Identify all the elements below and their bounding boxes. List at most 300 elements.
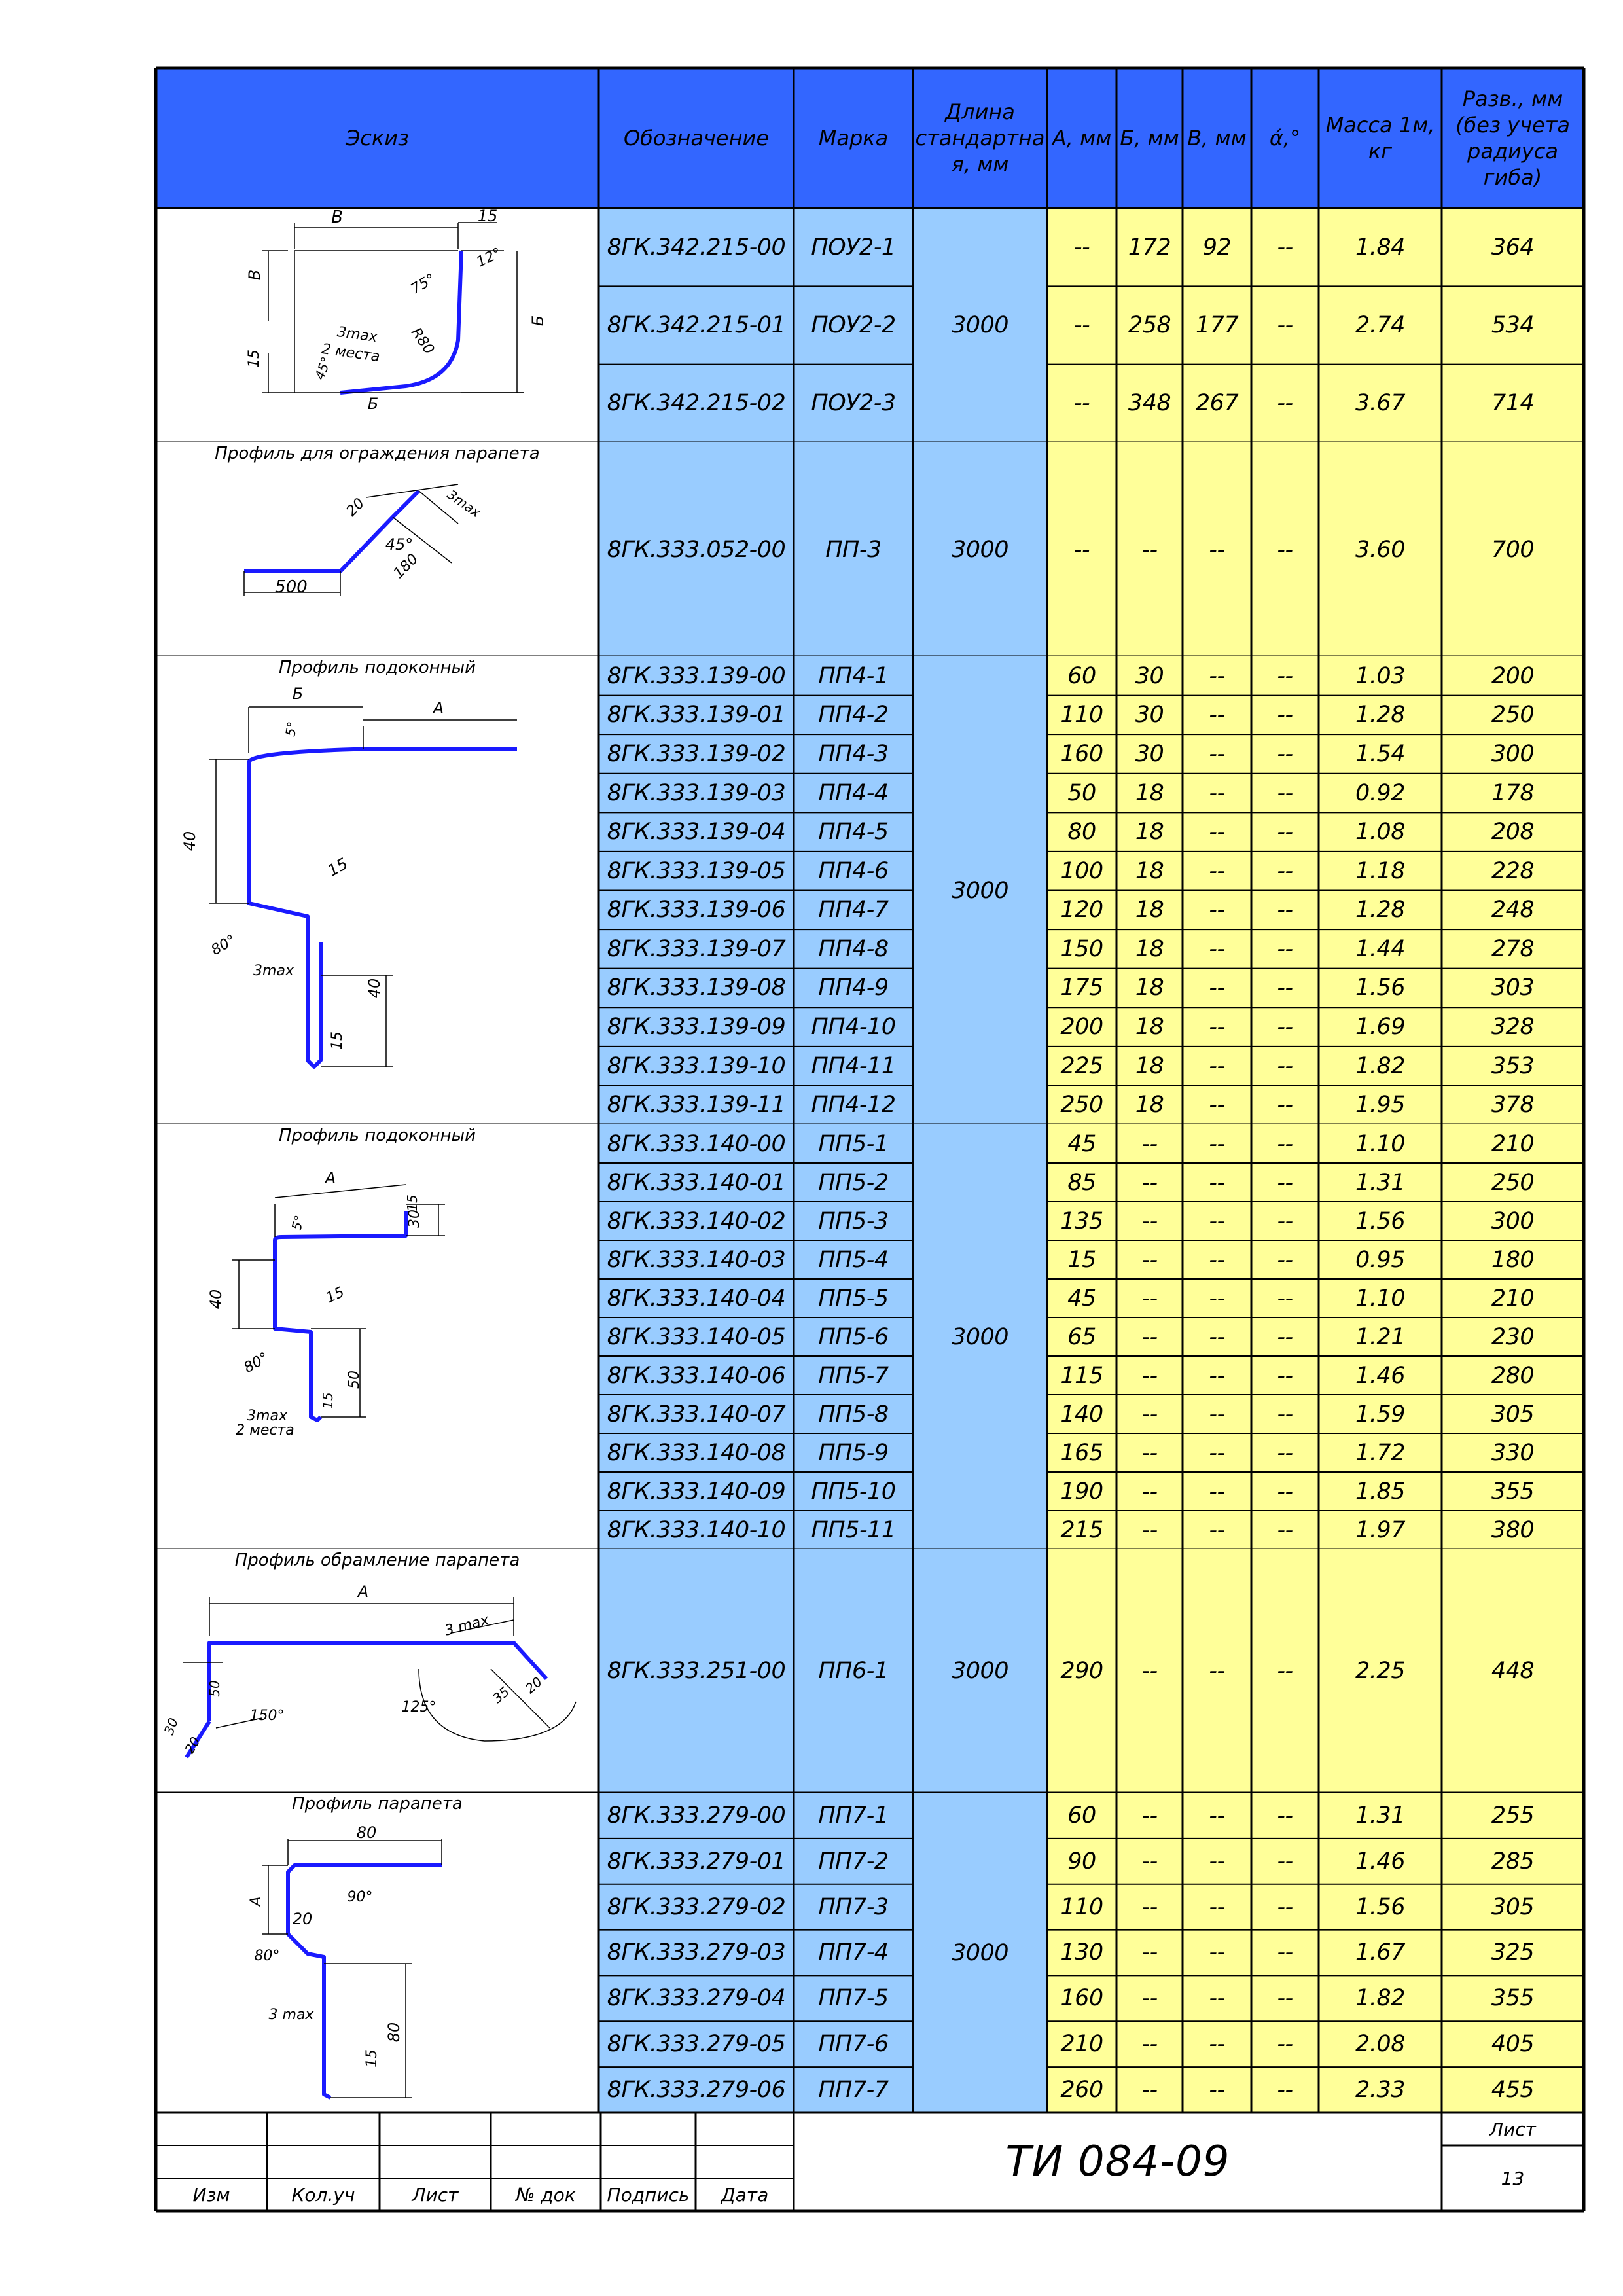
- dimension-label: 90°: [347, 1889, 373, 1905]
- angle-cell: --: [1277, 1439, 1293, 1466]
- stamp-label: Лист: [412, 2183, 459, 2206]
- dimension-label: 15: [364, 2049, 380, 2068]
- designation-cell: 8ГК.333.140-04: [607, 1285, 786, 1312]
- mass-cell: 1.28: [1355, 702, 1405, 728]
- designation-cell: 8ГК.333.139-03: [607, 780, 786, 806]
- document-code: ТИ 084-09: [1005, 2138, 1230, 2186]
- mark-cell: ПП5-9: [818, 1439, 889, 1466]
- a-cell: 115: [1060, 1362, 1103, 1389]
- mark-cell: ПП4-10: [811, 1014, 896, 1041]
- dimension-label: 20: [292, 1910, 313, 1928]
- designation-cell: 8ГК.333.140-01: [607, 1169, 786, 1196]
- length-cell: 3000: [951, 1939, 1009, 1966]
- v-cell: --: [1209, 1802, 1225, 1829]
- angle-cell: --: [1277, 2031, 1293, 2058]
- b-cell: 18: [1135, 1014, 1164, 1041]
- designation-cell: 8ГК.333.279-05: [607, 2031, 786, 2058]
- mark-cell: ПП7-4: [818, 1939, 889, 1966]
- razv-cell: 405: [1491, 2031, 1535, 2058]
- v-cell: --: [1209, 1130, 1225, 1157]
- a-cell: 45: [1067, 1130, 1096, 1157]
- mass-cell: 1.18: [1355, 857, 1405, 884]
- dimension-label: В: [245, 269, 264, 281]
- mass-cell: 1.56: [1355, 975, 1405, 1001]
- mark-cell: ПП4-5: [818, 819, 889, 846]
- v-cell: --: [1209, 1169, 1225, 1196]
- designation-cell: 8ГК.333.139-10: [607, 1052, 786, 1079]
- mass-cell: 1.82: [1355, 1985, 1405, 2012]
- dimension-label: 15: [246, 350, 262, 368]
- angle-cell: --: [1277, 1014, 1293, 1041]
- v-cell: --: [1209, 1985, 1225, 2012]
- designation-cell: 8ГК.333.139-07: [607, 935, 786, 962]
- designation-cell: 8ГК.333.139-09: [607, 1014, 786, 1041]
- mark-cell: ПП4-8: [818, 935, 889, 962]
- razv-cell: 325: [1491, 1939, 1535, 1966]
- angle-cell: --: [1277, 1939, 1293, 1966]
- a-cell: --: [1073, 234, 1090, 260]
- a-cell: 120: [1060, 897, 1103, 924]
- dimension-label: Б: [292, 685, 304, 703]
- dimension-label: 15: [323, 1283, 348, 1307]
- a-cell: 200: [1060, 1014, 1103, 1041]
- a-cell: 50: [1067, 780, 1096, 806]
- mass-cell: 1.85: [1355, 1478, 1405, 1505]
- angle-cell: --: [1277, 1478, 1293, 1505]
- v-cell: --: [1209, 819, 1225, 846]
- a-cell: --: [1073, 390, 1090, 417]
- b-cell: 18: [1135, 780, 1164, 806]
- b-cell: --: [1141, 1208, 1158, 1234]
- dimension-label: 20: [343, 495, 368, 520]
- designation-cell: 8ГК.342.215-00: [607, 234, 786, 260]
- razv-cell: 255: [1491, 1802, 1535, 1829]
- mark-cell: ПП7-2: [818, 1848, 889, 1874]
- dimension-label: В: [331, 207, 343, 227]
- angle-cell: --: [1277, 1848, 1293, 1874]
- dimension-label: 5°: [288, 1213, 308, 1232]
- v-cell: --: [1209, 1285, 1225, 1312]
- b-cell: --: [1141, 1848, 1158, 1874]
- v-cell: --: [1209, 702, 1225, 728]
- designation-cell: 8ГК.333.139-11: [607, 1092, 786, 1119]
- mass-cell: 1.10: [1355, 1130, 1405, 1157]
- angle-cell: --: [1277, 1130, 1293, 1157]
- b-cell: 30: [1135, 662, 1164, 689]
- v-cell: --: [1209, 2031, 1225, 2058]
- angle-cell: --: [1277, 1658, 1293, 1684]
- a-cell: 290: [1060, 1658, 1103, 1684]
- razv-cell: 380: [1491, 1516, 1535, 1543]
- angle-cell: --: [1277, 1092, 1293, 1119]
- razv-cell: 355: [1491, 1478, 1535, 1505]
- designation-cell: 8ГК.333.140-09: [607, 1478, 786, 1505]
- razv-cell: 228: [1491, 857, 1535, 884]
- designation-cell: 8ГК.333.279-00: [607, 1802, 786, 1829]
- angle-cell: --: [1277, 1893, 1293, 1920]
- designation-cell: 8ГК.333.140-05: [607, 1323, 786, 1350]
- dimension-label: 30: [160, 1715, 182, 1737]
- a-cell: 165: [1060, 1439, 1103, 1466]
- dimension-label: А: [325, 1169, 336, 1187]
- dimension-label: 45°: [312, 354, 334, 382]
- designation-cell: 8ГК.333.139-04: [607, 819, 786, 846]
- header-sketch: Эскиз: [345, 126, 410, 151]
- angle-cell: --: [1277, 780, 1293, 806]
- a-cell: 110: [1060, 702, 1103, 728]
- angle-cell: --: [1277, 1246, 1293, 1273]
- a-cell: 90: [1067, 1848, 1096, 1874]
- v-cell: --: [1209, 1516, 1225, 1543]
- v-cell: 267: [1195, 390, 1239, 417]
- dimension-label: 20: [522, 1674, 545, 1697]
- angle-cell: --: [1277, 2077, 1293, 2104]
- length-cell: 3000: [951, 312, 1009, 338]
- dimension-label: 50: [207, 1680, 223, 1697]
- razv-cell: 278: [1491, 935, 1535, 962]
- dimension-label: 75°: [408, 270, 438, 298]
- designation-cell: 8ГК.342.215-02: [607, 390, 786, 417]
- a-cell: 80: [1067, 819, 1096, 846]
- dimension-label: 80: [356, 1823, 377, 1842]
- b-cell: --: [1141, 1323, 1158, 1350]
- stamp-label: Дата: [721, 2183, 769, 2206]
- dimension-label: 3max: [247, 1408, 287, 1424]
- a-cell: 140: [1060, 1401, 1103, 1427]
- v-cell: --: [1209, 1246, 1225, 1273]
- b-cell: 258: [1128, 312, 1171, 338]
- mark-cell: ПП5-4: [818, 1246, 889, 1273]
- dimension-label: 80: [385, 2022, 403, 2043]
- dimension-label: А: [433, 699, 444, 717]
- b-cell: --: [1141, 1985, 1158, 2012]
- mass-cell: 1.31: [1355, 1169, 1405, 1196]
- length-cell: 3000: [951, 536, 1009, 563]
- dimension-label: 80°: [208, 931, 239, 959]
- dimension-label: 3 max: [268, 2007, 314, 2023]
- length-cell: 3000: [951, 877, 1009, 904]
- mass-cell: 3.67: [1355, 390, 1405, 417]
- v-cell: --: [1209, 2077, 1225, 2104]
- mark-cell: ПП4-7: [818, 897, 889, 924]
- dimension-label: 5°: [282, 720, 300, 738]
- sketch-bg: [156, 1549, 599, 1793]
- length-cell: 3000: [951, 1658, 1009, 1684]
- angle-cell: --: [1277, 702, 1293, 728]
- mark-cell: ПП5-11: [811, 1516, 896, 1543]
- b-cell: --: [1141, 2077, 1158, 2104]
- v-cell: --: [1209, 780, 1225, 806]
- dimension-label: 3max: [336, 323, 379, 346]
- mass-cell: 1.46: [1355, 1362, 1405, 1389]
- designation-cell: 8ГК.333.139-08: [607, 975, 786, 1001]
- header-length: Длина стандартна я, мм: [915, 99, 1045, 177]
- mark-cell: ПП7-6: [818, 2031, 889, 2058]
- mass-cell: 0.92: [1355, 780, 1405, 806]
- dimension-label: 150°: [249, 1708, 285, 1724]
- mass-cell: 2.74: [1355, 312, 1405, 338]
- razv-cell: 178: [1491, 780, 1535, 806]
- a-cell: 225: [1060, 1052, 1103, 1079]
- mark-cell: ПП4-4: [818, 780, 889, 806]
- angle-cell: --: [1277, 897, 1293, 924]
- b-cell: --: [1141, 1802, 1158, 1829]
- sketch-title: Профиль подоконный: [278, 658, 476, 677]
- b-cell: --: [1141, 1362, 1158, 1389]
- mark-cell: ПП4-1: [818, 662, 889, 689]
- angle-cell: --: [1277, 312, 1293, 338]
- dimension-label: 15: [329, 1031, 346, 1050]
- a-cell: 160: [1060, 1985, 1103, 2012]
- designation-cell: 8ГК.333.140-07: [607, 1401, 786, 1427]
- v-cell: --: [1209, 1323, 1225, 1350]
- designation-cell: 8ГК.333.139-06: [607, 897, 786, 924]
- mass-cell: 1.56: [1355, 1893, 1405, 1920]
- v-cell: --: [1209, 662, 1225, 689]
- dimension-label: 12°: [474, 245, 505, 271]
- mass-cell: 2.33: [1355, 2077, 1405, 2104]
- designation-cell: 8ГК.333.279-04: [607, 1985, 786, 2012]
- b-cell: --: [1141, 1285, 1158, 1312]
- dimension-label: 50: [346, 1371, 363, 1389]
- angle-cell: --: [1277, 536, 1293, 563]
- sketch-title: Профиль для ограждения парапета: [215, 444, 540, 463]
- designation-cell: 8ГК.333.251-00: [607, 1658, 786, 1684]
- b-cell: --: [1141, 1658, 1158, 1684]
- b-cell: 18: [1135, 935, 1164, 962]
- mark-cell: ПП7-3: [818, 1893, 889, 1920]
- v-cell: --: [1209, 897, 1225, 924]
- razv-cell: 378: [1491, 1092, 1535, 1119]
- designation-cell: 8ГК.333.139-01: [607, 702, 786, 728]
- mass-cell: 1.59: [1355, 1401, 1405, 1427]
- b-cell: --: [1141, 536, 1158, 563]
- mass-cell: 1.67: [1355, 1939, 1405, 1966]
- b-cell: --: [1141, 1939, 1158, 1966]
- mark-cell: ПП-3: [825, 536, 882, 563]
- designation-cell: 8ГК.333.279-03: [607, 1939, 786, 1966]
- a-cell: --: [1073, 312, 1090, 338]
- a-cell: 85: [1067, 1169, 1096, 1196]
- a-cell: 250: [1060, 1092, 1103, 1119]
- b-cell: 172: [1128, 234, 1171, 260]
- dimension-label: R80: [407, 325, 437, 358]
- dimension-label: Б: [529, 315, 547, 327]
- b-cell: 18: [1135, 857, 1164, 884]
- b-cell: 18: [1135, 1092, 1164, 1119]
- mark-cell: ПП7-1: [818, 1802, 889, 1829]
- mass-cell: 1.82: [1355, 1052, 1405, 1079]
- designation-cell: 8ГК.333.279-06: [607, 2077, 786, 2104]
- angle-cell: --: [1277, 1401, 1293, 1427]
- razv-cell: 305: [1491, 1401, 1535, 1427]
- mark-cell: ПП5-2: [818, 1169, 889, 1196]
- header-mass: Масса 1м, кг: [1325, 113, 1435, 164]
- dimension-label: 30: [406, 1210, 423, 1228]
- dimension-label: 80°: [254, 1948, 280, 1964]
- mass-cell: 0.95: [1355, 1246, 1405, 1273]
- razv-cell: 714: [1491, 390, 1535, 417]
- a-cell: 160: [1060, 740, 1103, 767]
- header-b: Б, мм: [1120, 126, 1179, 151]
- v-cell: --: [1209, 1092, 1225, 1119]
- header-designation: Обозначение: [623, 126, 770, 151]
- razv-cell: 355: [1491, 1985, 1535, 2012]
- mark-cell: ПП4-6: [818, 857, 889, 884]
- angle-cell: --: [1277, 1802, 1293, 1829]
- stamp-label: Изм: [192, 2183, 230, 2206]
- razv-cell: 208: [1491, 819, 1535, 846]
- mark-cell: ПП5-6: [818, 1323, 889, 1350]
- dimension-label: 2 места: [236, 1422, 294, 1439]
- sketch-title: Профиль парапета: [292, 1794, 463, 1814]
- dimension-label: 15: [404, 1194, 420, 1211]
- designation-cell: 8ГК.333.140-06: [607, 1362, 786, 1389]
- dimension-label: 125°: [401, 1699, 437, 1715]
- v-cell: --: [1209, 857, 1225, 884]
- designation-cell: 8ГК.333.140-08: [607, 1439, 786, 1466]
- mass-cell: 1.03: [1355, 662, 1405, 689]
- angle-cell: --: [1277, 1362, 1293, 1389]
- mass-cell: 1.54: [1355, 740, 1405, 767]
- razv-cell: 210: [1491, 1285, 1535, 1312]
- sketch-title: Профиль обрамление парапета: [234, 1551, 520, 1570]
- razv-cell: 250: [1491, 702, 1535, 728]
- mass-cell: 1.31: [1355, 1802, 1405, 1829]
- b-cell: --: [1141, 1130, 1158, 1157]
- designation-cell: 8ГК.333.140-00: [607, 1130, 786, 1157]
- angle-cell: --: [1277, 1285, 1293, 1312]
- mass-cell: 1.46: [1355, 1848, 1405, 1874]
- mass-cell: 1.28: [1355, 897, 1405, 924]
- dimension-label: 3max: [444, 486, 484, 521]
- sketch-bg: [156, 1124, 599, 1549]
- v-cell: --: [1209, 1401, 1225, 1427]
- angle-cell: --: [1277, 1169, 1293, 1196]
- razv-cell: 455: [1491, 2077, 1535, 2104]
- dimension-label: 3max: [253, 963, 294, 979]
- razv-cell: 200: [1491, 662, 1535, 689]
- v-cell: --: [1209, 975, 1225, 1001]
- designation-cell: 8ГК.333.052-00: [607, 536, 786, 563]
- designation-cell: 8ГК.333.139-00: [607, 662, 786, 689]
- dimension-label: 35: [490, 1683, 512, 1707]
- razv-cell: 285: [1491, 1848, 1535, 1874]
- a-cell: 190: [1060, 1478, 1103, 1505]
- mark-cell: ПОУ2-3: [811, 390, 896, 417]
- angle-cell: --: [1277, 857, 1293, 884]
- mark-cell: ПП7-5: [818, 1985, 889, 2012]
- length-cell: 3000: [951, 1323, 1009, 1350]
- angle-cell: --: [1277, 1323, 1293, 1350]
- mark-cell: ПП4-2: [818, 702, 889, 728]
- mark-cell: ПП5-5: [818, 1285, 889, 1312]
- v-cell: 92: [1202, 234, 1232, 260]
- v-cell: --: [1209, 1439, 1225, 1466]
- razv-cell: 305: [1491, 1893, 1535, 1920]
- v-cell: --: [1209, 1362, 1225, 1389]
- a-cell: 100: [1060, 857, 1103, 884]
- razv-cell: 248: [1491, 897, 1535, 924]
- designation-cell: 8ГК.342.215-01: [607, 312, 786, 338]
- v-cell: --: [1209, 935, 1225, 962]
- mass-cell: 3.60: [1355, 536, 1405, 563]
- a-cell: 150: [1060, 935, 1103, 962]
- v-cell: --: [1209, 1658, 1225, 1684]
- dimension-label: А: [248, 1896, 264, 1907]
- v-cell: --: [1209, 1208, 1225, 1234]
- angle-cell: --: [1277, 740, 1293, 767]
- dimension-label: 500: [275, 577, 308, 597]
- sketch-title: Профиль подоконный: [278, 1126, 476, 1145]
- stamp-label: Кол.уч: [291, 2183, 355, 2206]
- b-cell: 18: [1135, 1052, 1164, 1079]
- dimension-label: 2 места: [320, 340, 381, 366]
- v-cell: 177: [1195, 312, 1239, 338]
- b-cell: --: [1141, 2031, 1158, 2058]
- designation-cell: 8ГК.333.139-02: [607, 740, 786, 767]
- angle-cell: --: [1277, 390, 1293, 417]
- dimension-label: А: [357, 1583, 369, 1601]
- b-cell: --: [1141, 1401, 1158, 1427]
- angle-cell: --: [1277, 1985, 1293, 2012]
- v-cell: --: [1209, 1478, 1225, 1505]
- a-cell: 260: [1060, 2077, 1103, 2104]
- designation-cell: 8ГК.333.140-02: [607, 1208, 786, 1234]
- a-cell: 175: [1060, 975, 1103, 1001]
- mass-cell: 1.08: [1355, 819, 1405, 846]
- mark-cell: ПП5-1: [818, 1130, 889, 1157]
- mass-cell: 1.84: [1355, 234, 1405, 260]
- angle-cell: --: [1277, 975, 1293, 1001]
- mass-cell: 2.25: [1355, 1658, 1405, 1684]
- mass-cell: 1.72: [1355, 1439, 1405, 1466]
- mark-cell: ПП5-7: [818, 1362, 889, 1389]
- razv-cell: 303: [1491, 975, 1535, 1001]
- angle-cell: --: [1277, 819, 1293, 846]
- dimension-label: 15: [320, 1392, 336, 1409]
- angle-cell: --: [1277, 1516, 1293, 1543]
- dimension-label: 80°: [241, 1349, 272, 1376]
- mark-cell: ПОУ2-1: [811, 234, 896, 260]
- header-mark: Марка: [818, 126, 889, 151]
- razv-cell: 210: [1491, 1130, 1535, 1157]
- razv-cell: 280: [1491, 1362, 1535, 1389]
- razv-cell: 230: [1491, 1323, 1535, 1350]
- mark-cell: ПП5-10: [811, 1478, 896, 1505]
- header-angle: ά,°: [1269, 126, 1301, 151]
- header-v: В, мм: [1187, 126, 1247, 151]
- a-cell: 65: [1067, 1323, 1096, 1350]
- dimension-label: 40: [207, 1289, 225, 1310]
- sheet-label: Лист: [1489, 2118, 1536, 2140]
- designation-cell: 8ГК.333.139-05: [607, 857, 786, 884]
- mark-cell: ПП4-3: [818, 740, 889, 767]
- b-cell: 18: [1135, 897, 1164, 924]
- a-cell: 110: [1060, 1893, 1103, 1920]
- stamp-label: Подпись: [607, 2183, 690, 2206]
- dimension-label: 40: [181, 831, 199, 852]
- a-cell: 135: [1060, 1208, 1103, 1234]
- angle-cell: --: [1277, 662, 1293, 689]
- razv-cell: 300: [1491, 740, 1535, 767]
- mark-cell: ПОУ2-2: [811, 312, 896, 338]
- mass-cell: 1.44: [1355, 935, 1405, 962]
- mark-cell: ПП4-9: [818, 975, 889, 1001]
- b-cell: 18: [1135, 819, 1164, 846]
- v-cell: --: [1209, 1939, 1225, 1966]
- dimension-label: 15: [477, 207, 498, 225]
